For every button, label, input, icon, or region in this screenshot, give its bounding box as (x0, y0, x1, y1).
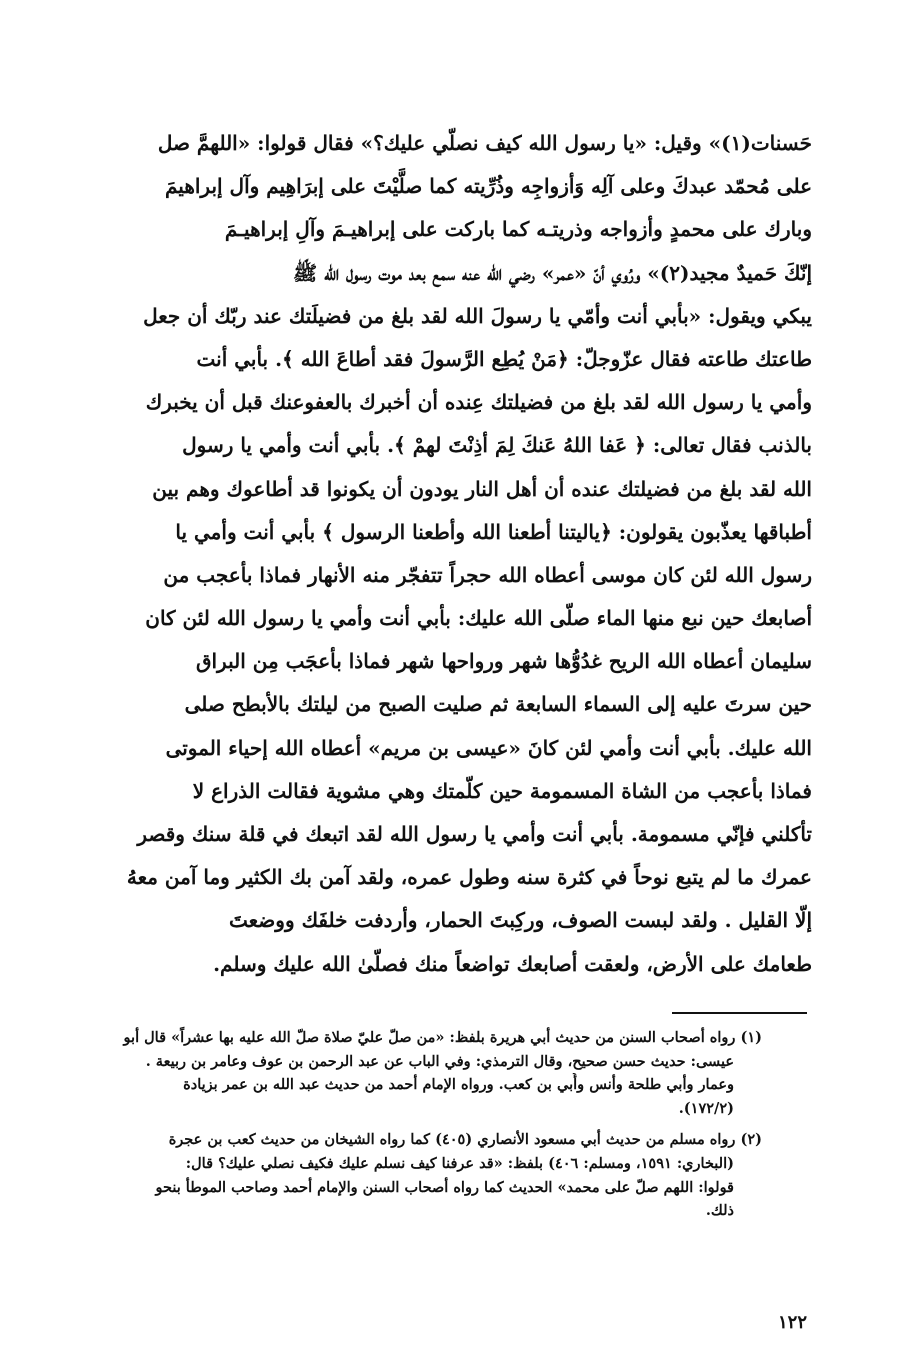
main-text (92, 122, 812, 986)
text-line: رسول الله لئن كان موسى أعطاه الله حجراً تتفجّر منه الأنهار فماذا بأعجب من (163, 562, 812, 587)
text-line: يبكي ويقول: «بأبي أنت وأمّي يا رسولَ الله لقد بلغ من فضيلَتك عند ربّك أن جعل (143, 303, 812, 328)
text-line: فماذا بأعجب من الشاة المسمومة حين كلّمتك وهي مشوية فقالت الذراع لا (192, 778, 812, 803)
footnote-line: قولوا: اللهم صلّ على محمد» الحديث كما رواه أصحاب السنن والإمام أحمد وصاحب الموطأ بنحو (155, 1178, 734, 1196)
text-line: أطباقها يعذّبون يقولون: ﴿ياليتنا أطعنا الله وأطعنا الرسول ﴾ بأبي أنت وأمي يا (175, 519, 812, 544)
text-line: على مُحمّد عبدكَ وعلى آلِه وَأزواجِه وذُرِّيته كما صلَّيْتَ على إبرَاهِيم وآل إبراهيمَ (164, 174, 812, 199)
footnote-line: عيسى: حديث حسن صحيح، وقال الترمذي: وفي الباب عن عبد الرحمن بن عوف وعامر بن ربيعة . (145, 1052, 734, 1070)
footnote-separator (672, 1012, 807, 1014)
text-line: حَسنات(١)» وقيل: «يا رسول الله كيف نصلّي عليك؟» فقال قولوا: «اللهمَّ صل (157, 131, 812, 155)
footnote-line: (١٧٢/٢). (678, 1099, 734, 1117)
text-line: تأكلني فإنّي مسمومة. بأبي أنت وأمي يا رسول الله لقد اتبعك في قلة سنك وقصر (137, 822, 812, 846)
text-line: طعامك على الأرض، ولعقت أصابعك تواضعاً منك فصلّىٰ الله عليك وسلم. (213, 951, 812, 976)
footnote-line: (البخاري: ١٥٩١، ومسلم: ٤٠٦) بلفظ: «قد عرفنا كيف نسلم عليك فكيف نصلي عليك؟ قال: (185, 1154, 734, 1172)
footnote-line: وعمار وأبي طلحة وأنس وأُبي بن كعب. ورواه الإمام أحمد من حديث عبد الله بن عمر بزيادة (183, 1076, 734, 1094)
footnote-line: (٢) رواه مسلم من حديث أبي مسعود الأنصاري (٤٠٥) كما رواه الشيخان من حديث كعب بن عجرة (168, 1131, 762, 1149)
text-line: عمرك ما لم يتبع نوحاً في كثرة سنه وطول عمره، ولقد آمن بك الكثير وما آمن معهُ (126, 865, 812, 890)
text-line: إلّا القليل . ولقد لبست الصوف، وركِبتَ الحمار، وأردفت خلفَك ووضعتَ (229, 908, 812, 933)
text-line: طاعتك طاعته فقال عزّوجلّ: ﴿مَنْ يُطِع الرَّسولَ فقد أطاعَ الله ﴾. بأبي أنت (196, 346, 812, 371)
footnote-line: ذلك. (705, 1202, 734, 1220)
footnote-2 (82, 1128, 762, 1222)
text-line: وبارك على محمدٍ وأزواجه وذريتـه كما باركت على إبراهيـمَ وآلِ إبراهيـمَ (224, 217, 812, 242)
text-line: حين سرتَ عليه إلى السماء السابعة ثم صليت الصبح من ليلتك بالأبطح صلى (184, 692, 812, 717)
footnotes (82, 1026, 762, 1223)
text-line: أصابعك حين نبع منها الماء صلّى الله عليك: بأبي أنت وأمي يا رسول الله لئن كان (145, 606, 812, 631)
text-line: وأمي يا رسول الله لقد بلغ من فضيلتك عِنده أن أخبرك بالعفوعنك قبل أن يخبرك (145, 390, 812, 415)
page-number: ١٢٢ (777, 1312, 807, 1333)
text-line: بالذنب فقال تعالى: ﴿ عَفا اللهُ عَنكَ لِمَ أذِنْتَ لهمْ ﴾. بأبي أنت وأمي يا رسول (182, 433, 812, 458)
text-line: سليمان أعطاه الله الريح غدُوُّها شهر ورواحها شهر فماذا بأعجَب مِن البراق (195, 649, 812, 674)
text-line: إنّكَ حَميدٌ مجيد(٢)» ورُوي أنّ «عمر» رضي الله عنه سمع بعد موت رسول الله ﷺ (293, 260, 812, 285)
text-line: الله عليك. بأبي أنت وأمي لئن كانَ «عيسى بن مريم» أعطاه الله إحياء الموتى (165, 735, 812, 760)
footnote-1 (82, 1026, 762, 1120)
text-line: الله لقد بلغ من فضيلتك عنده أن أهل النار يودون أن يكونوا قد أطاعوك وهم بين (152, 476, 812, 501)
footnote-line: (١) رواه أصحاب السنن من حديث أبي هريرة بلفظ: «من صلّ عليّ صلاة صلّ الله عليه بها عشراً» قال أبو (123, 1029, 762, 1046)
